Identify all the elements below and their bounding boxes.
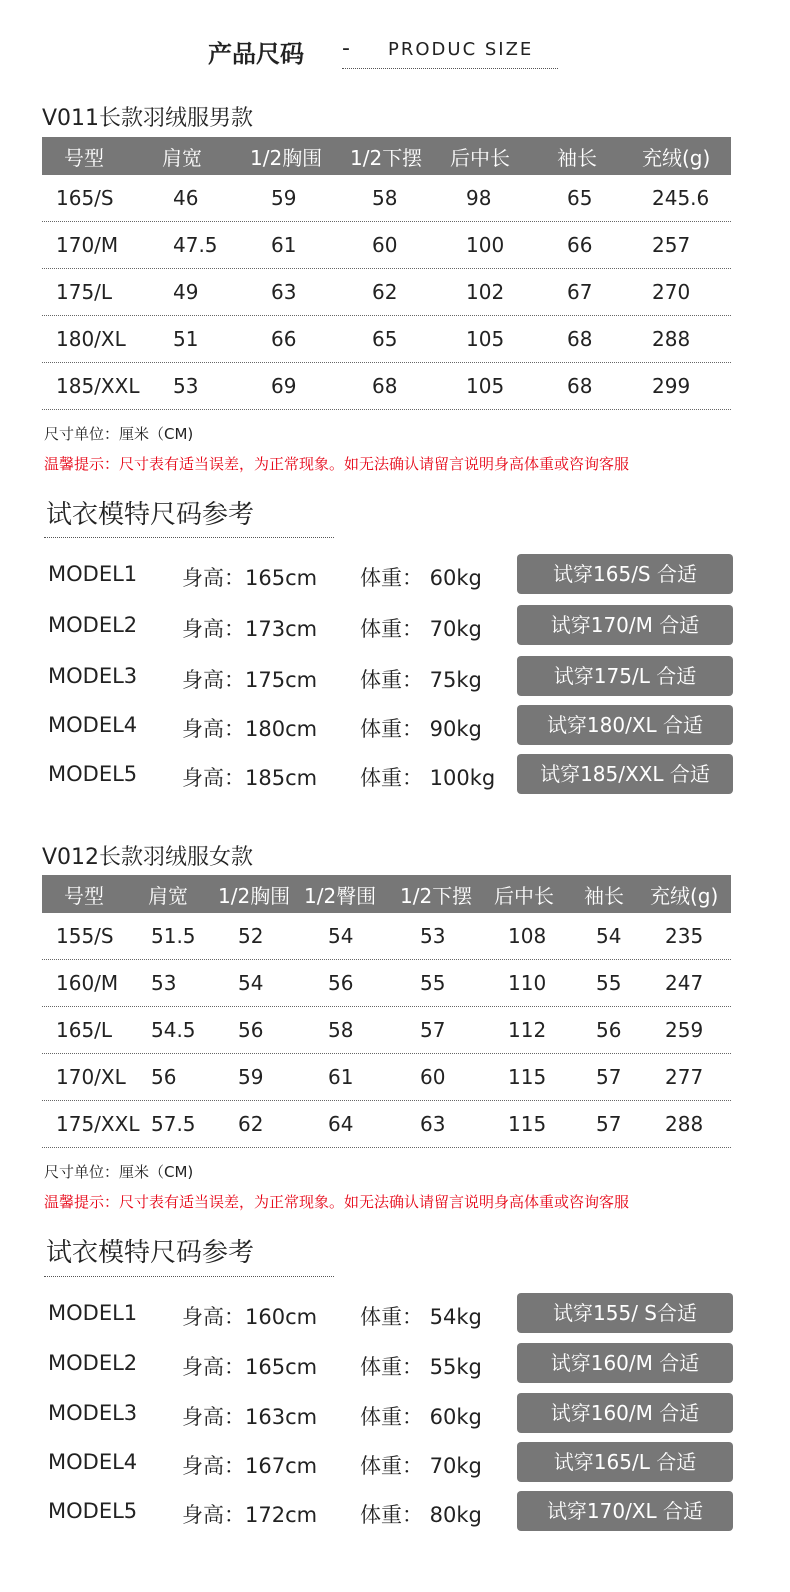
column-header: 充绒(g): [642, 145, 711, 170]
table-cell: 60: [372, 233, 398, 257]
column-header: 号型: [64, 145, 104, 170]
table-cell: 66: [567, 233, 593, 257]
model-weight: 体重： 90kg: [360, 717, 482, 741]
table-cell: 56: [151, 1065, 177, 1089]
women-unit-note: 尺寸单位：厘米（CM): [44, 1163, 194, 1181]
table-cell: 175/L: [56, 280, 113, 304]
column-header: 1/2臀围: [304, 883, 377, 908]
column-header: 号型: [64, 883, 104, 908]
table-row: [42, 222, 731, 269]
model-weight: 体重： 60kg: [360, 566, 482, 590]
table-row: [42, 316, 731, 363]
model-name: MODEL5: [48, 762, 138, 786]
table-cell: 63: [271, 280, 297, 304]
table-cell: 51: [173, 327, 199, 351]
table-cell: 53: [151, 971, 177, 995]
table-cell: 247: [665, 971, 704, 995]
column-header: 肩宽: [162, 145, 202, 170]
model-height: 身高：172cm: [182, 1503, 318, 1527]
column-header: 肩宽: [148, 883, 188, 908]
table-row: [42, 269, 731, 316]
model-fit-badge: 试穿170/XL 合适: [517, 1491, 733, 1531]
model-row: [0, 1491, 790, 1531]
table-row: [42, 175, 731, 222]
table-cell: 64: [328, 1112, 354, 1136]
women-size-table: [42, 875, 731, 1148]
table-cell: 55: [596, 971, 622, 995]
model-name: MODEL1: [48, 1301, 138, 1325]
table-cell: 175/XXL: [56, 1112, 140, 1136]
table-cell: 299: [652, 374, 691, 398]
table-cell: 53: [173, 374, 199, 398]
table-cell: 56: [596, 1018, 622, 1042]
model-row: [0, 554, 790, 594]
table-cell: 47.5: [173, 233, 218, 257]
column-header: 袖长: [557, 145, 597, 170]
model-name: MODEL4: [48, 713, 138, 737]
model-fit-badge: 试穿175/L 合适: [517, 656, 733, 696]
women-section-title: V012长款羽绒服女款: [42, 845, 254, 870]
model-weight: 体重： 55kg: [360, 1355, 482, 1379]
model-height: 身高：165cm: [182, 566, 318, 590]
model-row: [0, 705, 790, 745]
table-cell: 288: [652, 327, 691, 351]
model-fit-badge: 试穿170/M 合适: [517, 605, 733, 645]
model-height: 身高：163cm: [182, 1405, 318, 1429]
model-fit-badge: 试穿160/M 合适: [517, 1393, 733, 1433]
men-table-header: [42, 137, 731, 175]
table-cell: 67: [567, 280, 593, 304]
model-weight: 体重： 100kg: [360, 766, 496, 790]
table-cell: 57.5: [151, 1112, 196, 1136]
table-cell: 55: [420, 971, 446, 995]
table-cell: 257: [652, 233, 691, 257]
column-header: 1/2胸围: [250, 145, 323, 170]
table-cell: 68: [372, 374, 398, 398]
table-cell: 270: [652, 280, 691, 304]
model-row: [0, 605, 790, 645]
column-header: 充绒(g): [650, 883, 719, 908]
men-section-title: V011长款羽绒服男款: [42, 106, 254, 131]
table-cell: 160/M: [56, 971, 119, 995]
table-cell: 57: [596, 1065, 622, 1089]
table-cell: 63: [420, 1112, 446, 1136]
table-cell: 165/S: [56, 186, 114, 210]
page-title-en: PRODUC SIZE: [388, 39, 534, 60]
table-cell: 185/XXL: [56, 374, 140, 398]
table-cell: 62: [238, 1112, 264, 1136]
model-weight: 体重： 70kg: [360, 1454, 482, 1478]
women-model-title: 试衣模特尺码参考: [46, 1238, 255, 1268]
table-row: [42, 913, 731, 960]
women-table-header: [42, 875, 731, 913]
women-warning-note: 温馨提示：尺寸表有适当误差，为正常现象。如无法确认请留言说明身高体重或咨询客服: [44, 1193, 630, 1211]
model-weight: 体重： 70kg: [360, 617, 482, 641]
table-cell: 112: [508, 1018, 547, 1042]
model-weight: 体重： 80kg: [360, 1503, 482, 1527]
table-cell: 115: [508, 1065, 547, 1089]
table-cell: 105: [466, 374, 505, 398]
men-model-title-underline: [44, 537, 334, 538]
model-row: [0, 754, 790, 794]
men-size-table: [42, 137, 731, 410]
model-weight: 体重： 75kg: [360, 668, 482, 692]
table-cell: 170/M: [56, 233, 119, 257]
table-row: [42, 1007, 731, 1054]
model-weight: 体重： 60kg: [360, 1405, 482, 1429]
women-table-body: [42, 913, 731, 1148]
table-cell: 170/XL: [56, 1065, 126, 1089]
table-row: [42, 1101, 731, 1148]
model-name: MODEL5: [48, 1499, 138, 1523]
table-cell: 68: [567, 327, 593, 351]
model-row: [0, 1343, 790, 1383]
model-name: MODEL3: [48, 664, 138, 688]
table-cell: 59: [271, 186, 297, 210]
table-cell: 235: [665, 924, 704, 948]
column-header: 1/2胸围: [218, 883, 291, 908]
table-cell: 57: [420, 1018, 446, 1042]
model-name: MODEL1: [48, 562, 138, 586]
model-fit-badge: 试穿165/L 合适: [517, 1442, 733, 1482]
table-cell: 102: [466, 280, 505, 304]
model-fit-badge: 试穿165/S 合适: [517, 554, 733, 594]
table-cell: 110: [508, 971, 547, 995]
table-cell: 62: [372, 280, 398, 304]
model-row: [0, 656, 790, 696]
table-cell: 61: [271, 233, 297, 257]
table-cell: 259: [665, 1018, 704, 1042]
model-height: 身高：167cm: [182, 1454, 318, 1478]
table-cell: 69: [271, 374, 297, 398]
table-cell: 288: [665, 1112, 704, 1136]
column-header: 袖长: [584, 883, 624, 908]
model-fit-badge: 试穿185/XXL 合适: [517, 754, 733, 794]
table-cell: 65: [567, 186, 593, 210]
table-cell: 105: [466, 327, 505, 351]
table-cell: 65: [372, 327, 398, 351]
table-cell: 60: [420, 1065, 446, 1089]
table-cell: 54: [596, 924, 622, 948]
table-cell: 52: [238, 924, 264, 948]
title-underline: [342, 68, 558, 69]
model-name: MODEL3: [48, 1401, 138, 1425]
model-name: MODEL2: [48, 1351, 138, 1375]
table-cell: 46: [173, 186, 199, 210]
model-height: 身高：173cm: [182, 617, 318, 641]
column-header: 后中长: [494, 883, 554, 908]
model-weight: 体重： 54kg: [360, 1305, 482, 1329]
model-row: [0, 1442, 790, 1482]
model-fit-badge: 试穿180/XL 合适: [517, 705, 733, 745]
men-unit-note: 尺寸单位：厘米（CM): [44, 425, 194, 443]
model-row: [0, 1393, 790, 1433]
table-cell: 108: [508, 924, 547, 948]
table-cell: 53: [420, 924, 446, 948]
table-cell: 58: [372, 186, 398, 210]
table-cell: 54.5: [151, 1018, 196, 1042]
model-height: 身高：185cm: [182, 766, 318, 790]
table-cell: 54: [238, 971, 264, 995]
model-name: MODEL4: [48, 1450, 138, 1474]
table-cell: 115: [508, 1112, 547, 1136]
table-cell: 68: [567, 374, 593, 398]
table-cell: 277: [665, 1065, 704, 1089]
model-height: 身高：175cm: [182, 668, 318, 692]
table-row: [42, 960, 731, 1007]
model-row: [0, 1293, 790, 1333]
men-table-body: [42, 175, 731, 410]
table-cell: 66: [271, 327, 297, 351]
column-header: 后中长: [450, 145, 510, 170]
column-header: 1/2下摆: [350, 145, 423, 170]
table-row: [42, 1054, 731, 1101]
table-cell: 59: [238, 1065, 264, 1089]
women-model-title-underline: [44, 1276, 334, 1277]
page-title-cn: 产品尺码: [208, 40, 304, 68]
table-cell: 165/L: [56, 1018, 113, 1042]
table-cell: 49: [173, 280, 199, 304]
table-cell: 54: [328, 924, 354, 948]
table-cell: 98: [466, 186, 492, 210]
model-name: MODEL2: [48, 613, 138, 637]
table-row: [42, 363, 731, 410]
title-separator: -: [342, 36, 350, 61]
model-height: 身高：160cm: [182, 1305, 318, 1329]
table-cell: 155/S: [56, 924, 114, 948]
table-cell: 61: [328, 1065, 354, 1089]
table-cell: 56: [328, 971, 354, 995]
column-header: 1/2下摆: [400, 883, 473, 908]
table-cell: 57: [596, 1112, 622, 1136]
table-cell: 56: [238, 1018, 264, 1042]
table-cell: 245.6: [652, 186, 710, 210]
model-fit-badge: 试穿155/ S合适: [517, 1293, 733, 1333]
men-model-title: 试衣模特尺码参考: [46, 500, 255, 530]
model-height: 身高：180cm: [182, 717, 318, 741]
table-cell: 58: [328, 1018, 354, 1042]
model-height: 身高：165cm: [182, 1355, 318, 1379]
model-fit-badge: 试穿160/M 合适: [517, 1343, 733, 1383]
table-cell: 51.5: [151, 924, 196, 948]
men-warning-note: 温馨提示：尺寸表有适当误差，为正常现象。如无法确认请留言说明身高体重或咨询客服: [44, 455, 630, 473]
table-cell: 180/XL: [56, 327, 126, 351]
table-cell: 100: [466, 233, 505, 257]
page-header: [0, 30, 790, 75]
